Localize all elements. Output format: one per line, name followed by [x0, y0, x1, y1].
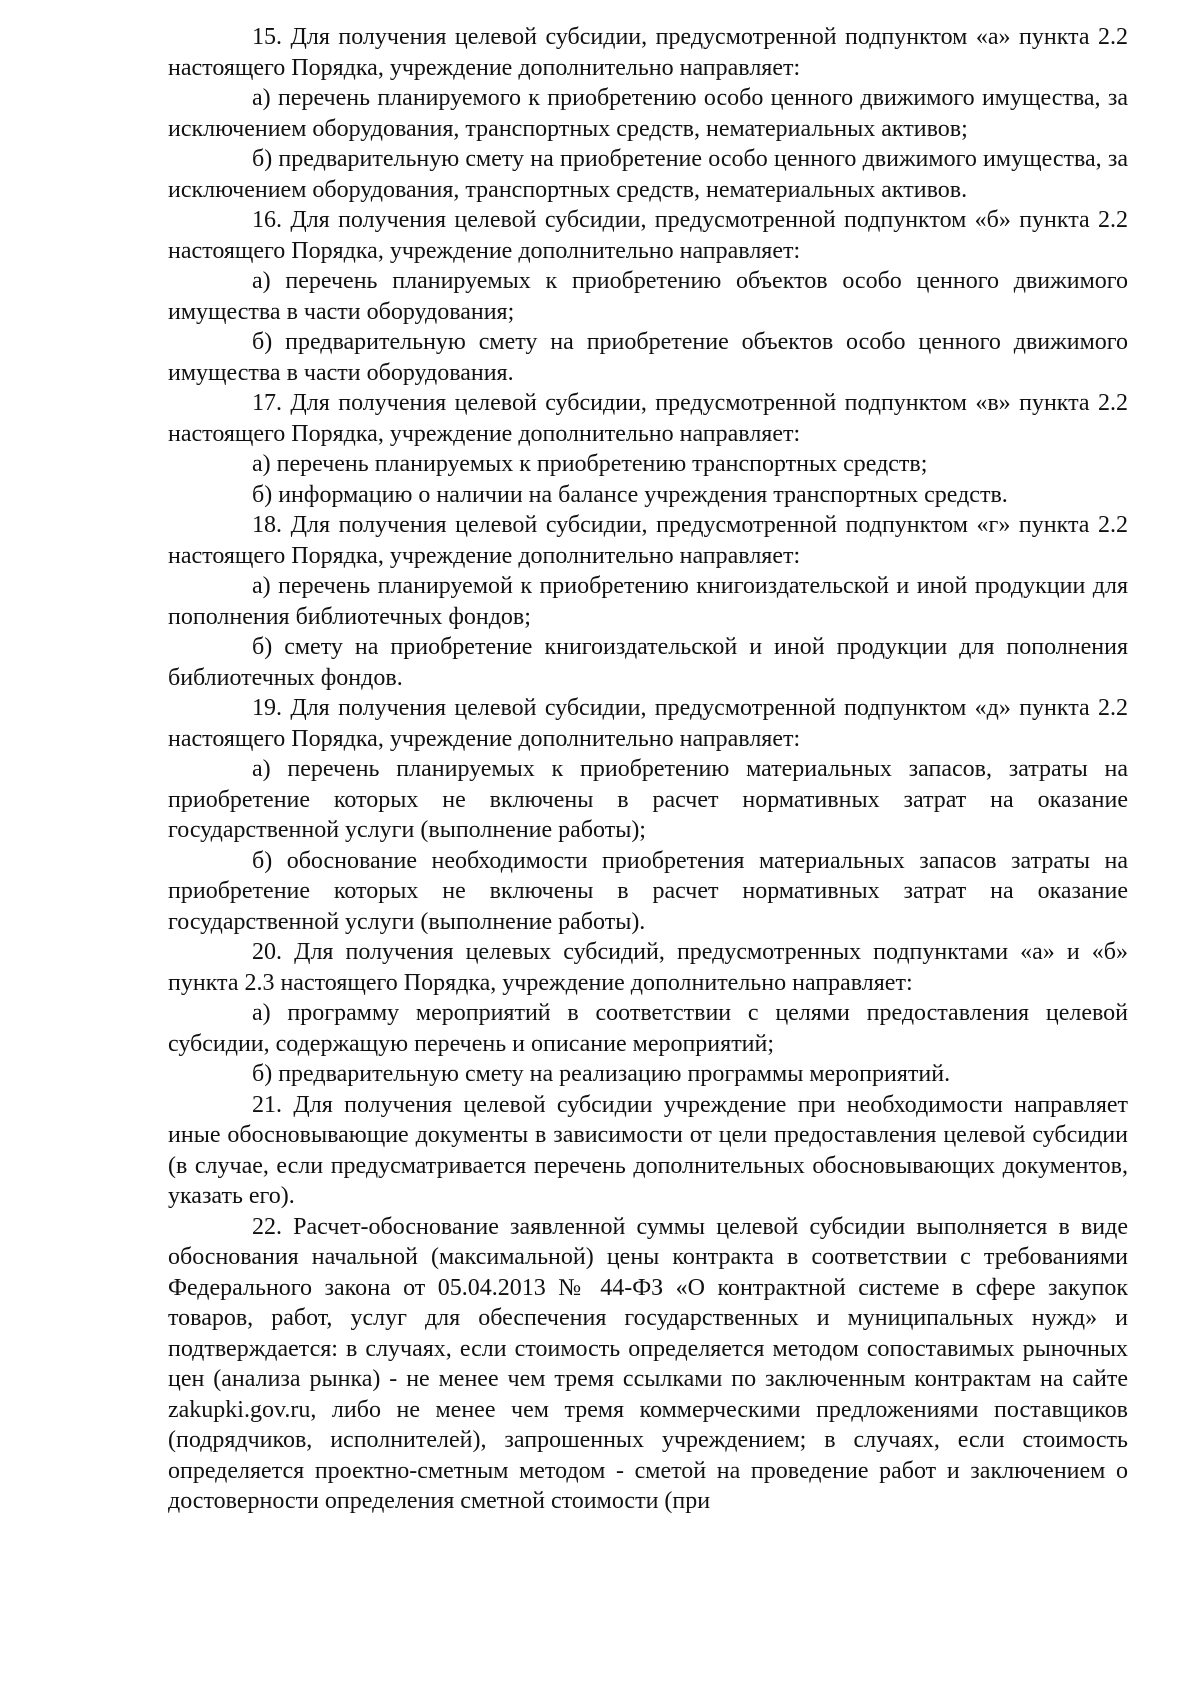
paragraph-19: 19. Для получения целевой субсидии, предусмотренной подпунктом «д» пункта 2.2 настоящего Порядка, учреждение дополнительно направляет: [168, 695, 1128, 752]
paragraph-19-a: а) перечень планируемых к приобретению материальных запасов, затраты на приобретение которых не включены в расчет нормативных затрат на оказание государственной услуги (выполнение работы); [168, 756, 1128, 843]
document-page [168, 22, 1128, 1517]
paragraph-17-a: а) перечень планируемых к приобретению транспортных средств; [252, 451, 928, 477]
paragraph-17: 17. Для получения целевой субсидии, предусмотренной подпунктом «в» пункта 2.2 настоящего Порядка, учреждение дополнительно направляет: [168, 390, 1128, 447]
paragraph-18: 18. Для получения целевой субсидии, предусмотренной подпунктом «г» пункта 2.2 настоящего Порядка, учреждение дополнительно направляет: [168, 512, 1128, 569]
paragraph-18-a: а) перечень планируемой к приобретению книгоиздательской и иной продукции для пополнения библиотечных фондов; [168, 573, 1128, 630]
paragraph-20-a: а) программу мероприятий в соответствии с целями предоставления целевой субсидии, содержащую перечень и описание мероприятий; [168, 1000, 1128, 1057]
paragraph-20: 20. Для получения целевых субсидий, предусмотренных подпунктами «а» и «б» пункта 2.3 настоящего Порядка, учреждение дополнительно направляет: [168, 939, 1128, 996]
paragraph-22: 22. Расчет-обоснование заявленной суммы целевой субсидии выполняется в виде обоснования начальной (максимальной) цены контракта в соответствии с требованиями Федерального закона от 05.04.2013 № 44-ФЗ «О контрактной системе в сфере закупок товаров, работ, услуг для обеспечения государственных и муниципальных нужд» и подтверждается: в случаях, если стоимость определяется методом сопоставимых рыночных цен (анализа рынка) - не менее чем тремя ссылками по заключенным контрактам на сайте zakupki.gov.ru, либо не менее чем тремя коммерческими предложениями поставщиков (подрядчиков, исполнителей), запрошенных учреждением; в случаях, если стоимость определяется проектно-сметным методом - сметой на проведение работ и заключением о достоверности определения сметной стоимости (при [168, 1213, 1128, 1514]
paragraph-15-a: а) перечень планируемого к приобретению особо ценного движимого имущества, за исключением оборудования, транспортных средств, нематериальных активов; [168, 85, 1128, 142]
paragraph-16-b: б) предварительную смету на приобретение объектов особо ценного движимого имущества в части оборудования. [168, 329, 1128, 386]
paragraph-17-b: б) информацию о наличии на балансе учреждения транспортных средств. [252, 481, 1008, 508]
paragraph-16: 16. Для получения целевой субсидии, предусмотренной подпунктом «б» пункта 2.2 настоящего Порядка, учреждение дополнительно направляет: [168, 207, 1128, 264]
paragraph-19-b: б) обоснование необходимости приобретения материальных запасов затраты на приобретение которых не включены в расчет нормативных затрат на оказание государственной услуги (выполнение работы). [168, 847, 1128, 935]
paragraph-15-b: б) предварительную смету на приобретение особо ценного движимого имущества, за исключением оборудования, транспортных средств, нематериальных активов. [168, 146, 1128, 203]
paragraph-18-b: б) смету на приобретение книгоиздательской и иной продукции для пополнения библиотечных фондов. [168, 634, 1128, 691]
paragraph-16-a: а) перечень планируемых к приобретению объектов особо ценного движимого имущества в части оборудования; [168, 268, 1128, 325]
paragraph-20-b: б) предварительную смету на реализацию программы мероприятий. [252, 1061, 951, 1087]
paragraph-21: 21. Для получения целевой субсидии учреждение при необходимости направляет иные обосновывающие документы в зависимости от цели предоставления целевой субсидии (в случае, если предусматривается перечень дополнительных обосновывающих документов, указать его). [168, 1091, 1128, 1209]
paragraph-15: 15. Для получения целевой субсидии, предусмотренной подпунктом «а» пункта 2.2 настоящего Порядка, учреждение дополнительно направляет: [168, 24, 1128, 81]
